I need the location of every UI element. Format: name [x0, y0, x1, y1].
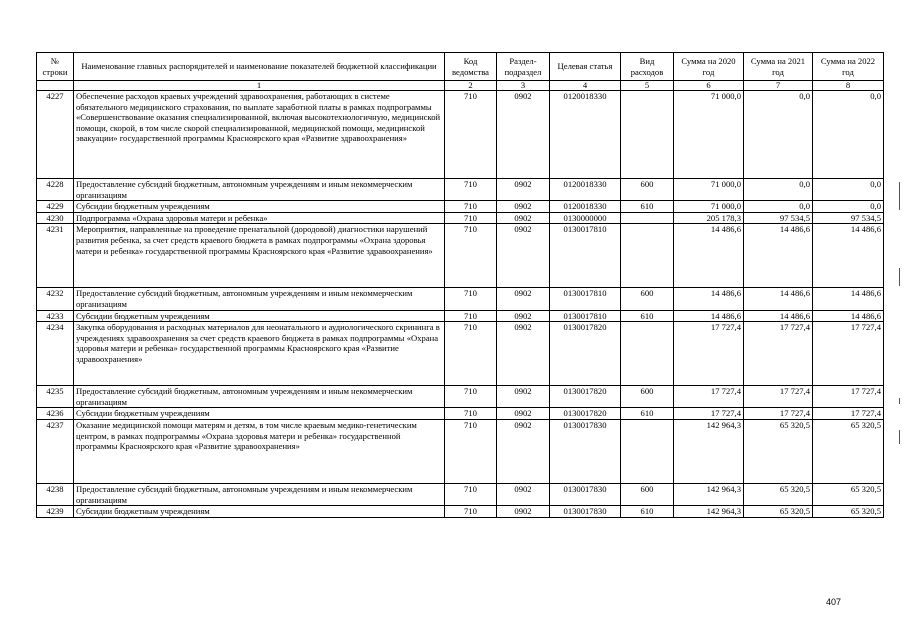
table-row: [37, 419, 884, 483]
sum-2022-cell: 65 320,5: [813, 419, 884, 483]
expense-kind-cell: 600: [621, 179, 674, 201]
sum-2022-cell: 14 486,6: [813, 224, 884, 288]
row-number-cell: 4229: [37, 201, 74, 213]
sum-2022-cell: 65 320,5: [813, 483, 884, 505]
department-code-cell: 710: [445, 322, 497, 386]
column-number: 3: [497, 81, 550, 91]
row-number-cell: 4238: [37, 483, 74, 505]
expense-kind-cell: 610: [621, 408, 674, 420]
sum-2022-cell: 17 727,4: [813, 408, 884, 420]
target-article-cell: 0130017820: [550, 322, 621, 386]
row-number-cell: 4239: [37, 506, 74, 518]
sum-2020-cell: 205 178,3: [674, 212, 744, 224]
sum-2020-cell: 14 486,6: [674, 288, 744, 310]
department-code-cell: 710: [445, 212, 497, 224]
sum-2020-cell: 142 964,3: [674, 506, 744, 518]
sum-2022-cell: 0,0: [813, 201, 884, 213]
expense-kind-cell: [621, 224, 674, 288]
sum-2022-cell: 17 727,4: [813, 322, 884, 386]
margin-mark: [899, 268, 900, 286]
row-name-cell: Предоставление субсидий бюджетным, автономным учреждениям и иным некоммерческим организациям: [74, 288, 445, 310]
department-code-cell: 710: [445, 201, 497, 213]
section-cell: 0902: [497, 91, 550, 179]
sum-2022-cell: 97 534,5: [813, 212, 884, 224]
row-name-cell: Мероприятия, направленные на проведение пренатальной (дородовой) диагностики нарушений развития ребенка, за счет средств краевого бюджета в рамках подпрограммы «Охрана здоровья матери и ребенка» государственной программы Красноярского края «Развитие здравоохранения»: [74, 224, 445, 288]
header-department-code: Код ведомства: [445, 53, 497, 81]
table-row: [37, 483, 884, 505]
target-article-cell: 0130017830: [550, 419, 621, 483]
sum-2020-cell: 14 486,6: [674, 224, 744, 288]
row-number-cell: 4227: [37, 91, 74, 179]
header-target-article: Целевая статья: [550, 53, 621, 81]
table-row: [37, 224, 884, 288]
section-cell: 0902: [497, 310, 550, 322]
target-article-cell: 0130017830: [550, 483, 621, 505]
department-code-cell: 710: [445, 506, 497, 518]
table-row: [37, 212, 884, 224]
section-cell: 0902: [497, 224, 550, 288]
header-sum-2020: Сумма на 2020 год: [674, 53, 744, 81]
sum-2020-cell: 17 727,4: [674, 408, 744, 420]
row-number-cell: 4232: [37, 288, 74, 310]
target-article-cell: 0130017810: [550, 310, 621, 322]
table-row: [37, 91, 884, 179]
row-name-cell: Обеспечение расходов краевых учреждений здравоохранения, работающих в системе обязательного медицинского страхования, по выплате заработной платы в рамках подпрограммы «Совершенствование оказания специализированной, включая высокотехнологичную, медицинской помощи, скорой, в том числе скорой специализированной, медицинской помощи, медицинской эвакуации» государственной программы Красноярского края «Развитие здравоохранения»: [74, 91, 445, 179]
section-cell: 0902: [497, 179, 550, 201]
table-row: [37, 386, 884, 408]
row-number-cell: 4230: [37, 212, 74, 224]
row-name-cell: Подпрограмма «Охрана здоровья матери и ребенка»: [74, 212, 445, 224]
section-cell: 0902: [497, 506, 550, 518]
sum-2021-cell: 65 320,5: [744, 483, 813, 505]
section-cell: 0902: [497, 288, 550, 310]
sum-2022-cell: 0,0: [813, 179, 884, 201]
column-number: 7: [744, 81, 813, 91]
margin-mark: [899, 182, 900, 210]
sum-2022-cell: 14 486,6: [813, 288, 884, 310]
sum-2020-cell: 14 486,6: [674, 310, 744, 322]
table-body: [37, 91, 884, 518]
target-article-cell: 0130017820: [550, 408, 621, 420]
department-code-cell: 710: [445, 408, 497, 420]
table-row: [37, 408, 884, 420]
department-code-cell: 710: [445, 288, 497, 310]
target-article-cell: 0120018330: [550, 201, 621, 213]
target-article-cell: 0130017820: [550, 386, 621, 408]
row-number-cell: 4233: [37, 310, 74, 322]
sum-2022-cell: 65 320,5: [813, 506, 884, 518]
header-section: Раздел-подраздел: [497, 53, 550, 81]
expense-kind-cell: [621, 212, 674, 224]
expense-kind-cell: 610: [621, 506, 674, 518]
header-sum-2022: Сумма на 2022 год: [813, 53, 884, 81]
expense-kind-cell: 610: [621, 201, 674, 213]
column-number: 5: [621, 81, 674, 91]
table-header-row: [37, 53, 884, 81]
expense-kind-cell: 600: [621, 386, 674, 408]
budget-table: [36, 52, 884, 518]
sum-2021-cell: 0,0: [744, 91, 813, 179]
expense-kind-cell: [621, 91, 674, 179]
sum-2020-cell: 17 727,4: [674, 322, 744, 386]
sum-2021-cell: 0,0: [744, 201, 813, 213]
column-number: 8: [813, 81, 884, 91]
header-sum-2021: Сумма на 2021 год: [744, 53, 813, 81]
row-name-cell: Субсидии бюджетным учреждениям: [74, 506, 445, 518]
expense-kind-cell: [621, 419, 674, 483]
row-name-cell: Предоставление субсидий бюджетным, автономным учреждениям и иным некоммерческим организациям: [74, 179, 445, 201]
margin-mark: [899, 398, 900, 404]
section-cell: 0902: [497, 419, 550, 483]
row-number-cell: 4235: [37, 386, 74, 408]
target-article-cell: 0130017830: [550, 506, 621, 518]
column-number: 2: [445, 81, 497, 91]
department-code-cell: 710: [445, 224, 497, 288]
column-number: 6: [674, 81, 744, 91]
department-code-cell: 710: [445, 310, 497, 322]
expense-kind-cell: 600: [621, 483, 674, 505]
expense-kind-cell: 600: [621, 288, 674, 310]
row-name-cell: Предоставление субсидий бюджетным, автономным учреждениям и иным некоммерческим организациям: [74, 483, 445, 505]
target-article-cell: 0130017810: [550, 224, 621, 288]
header-row-number: № строки: [37, 53, 74, 81]
department-code-cell: 710: [445, 483, 497, 505]
table-row: [37, 322, 884, 386]
sum-2021-cell: 97 534,5: [744, 212, 813, 224]
sum-2021-cell: 65 320,5: [744, 419, 813, 483]
sum-2022-cell: 17 727,4: [813, 386, 884, 408]
row-name-cell: Предоставление субсидий бюджетным, автономным учреждениям и иным некоммерческим организациям: [74, 386, 445, 408]
row-number-cell: 4234: [37, 322, 74, 386]
section-cell: 0902: [497, 386, 550, 408]
column-number: [37, 81, 74, 91]
sum-2021-cell: 17 727,4: [744, 408, 813, 420]
header-expense-kind: Вид расходов: [621, 53, 674, 81]
sum-2020-cell: 142 964,3: [674, 483, 744, 505]
sum-2021-cell: 17 727,4: [744, 322, 813, 386]
column-number-row: [37, 81, 884, 91]
department-code-cell: 710: [445, 91, 497, 179]
row-number-cell: 4236: [37, 408, 74, 420]
sum-2021-cell: 14 486,6: [744, 310, 813, 322]
table-row: [37, 506, 884, 518]
row-name-cell: Субсидии бюджетным учреждениям: [74, 201, 445, 213]
department-code-cell: 710: [445, 386, 497, 408]
sum-2021-cell: 65 320,5: [744, 506, 813, 518]
row-number-cell: 4231: [37, 224, 74, 288]
column-number: 4: [550, 81, 621, 91]
sum-2020-cell: 71 000,0: [674, 201, 744, 213]
sum-2021-cell: 17 727,4: [744, 386, 813, 408]
section-cell: 0902: [497, 408, 550, 420]
sum-2020-cell: 17 727,4: [674, 386, 744, 408]
margin-mark: [899, 430, 900, 444]
expense-kind-cell: 610: [621, 310, 674, 322]
sum-2022-cell: 14 486,6: [813, 310, 884, 322]
sum-2021-cell: 0,0: [744, 179, 813, 201]
department-code-cell: 710: [445, 179, 497, 201]
section-cell: 0902: [497, 483, 550, 505]
target-article-cell: 0120018330: [550, 179, 621, 201]
sum-2022-cell: 0,0: [813, 91, 884, 179]
table-row: [37, 310, 884, 322]
target-article-cell: 0120018330: [550, 91, 621, 179]
row-name-cell: Субсидии бюджетным учреждениям: [74, 310, 445, 322]
expense-kind-cell: [621, 322, 674, 386]
header-name: Наименование главных распорядителей и наименование показателей бюджетной классификации: [74, 53, 445, 81]
sum-2021-cell: 14 486,6: [744, 224, 813, 288]
row-name-cell: Субсидии бюджетным учреждениям: [74, 408, 445, 420]
row-name-cell: Оказание медицинской помощи матерям и детям, в том числе краевым медико-генетическим центром, в рамках подпрограммы «Охрана здоровья матери и ребенка» государственной программы Красноярского края «Развитие здравоохранения»: [74, 419, 445, 483]
page-number: 407: [826, 597, 842, 607]
row-name-cell: Закупка оборудования и расходных материалов для неонатального и аудиологического скрининга в учреждениях здравоохранения за счет средств краевого бюджета в рамках подпрограммы «Охрана здоровья матери и ребенка» государственной программы Красноярского края «Развитие здравоохранения»: [74, 322, 445, 386]
section-cell: 0902: [497, 322, 550, 386]
sum-2020-cell: 71 000,0: [674, 179, 744, 201]
table-row: [37, 201, 884, 213]
row-number-cell: 4237: [37, 419, 74, 483]
target-article-cell: 0130017810: [550, 288, 621, 310]
column-number: 1: [74, 81, 445, 91]
section-cell: 0902: [497, 212, 550, 224]
table-row: [37, 288, 884, 310]
table-row: [37, 179, 884, 201]
department-code-cell: 710: [445, 419, 497, 483]
section-cell: 0902: [497, 201, 550, 213]
sum-2021-cell: 14 486,6: [744, 288, 813, 310]
target-article-cell: 0130000000: [550, 212, 621, 224]
sum-2020-cell: 142 964,3: [674, 419, 744, 483]
sum-2020-cell: 71 000,0: [674, 91, 744, 179]
row-number-cell: 4228: [37, 179, 74, 201]
